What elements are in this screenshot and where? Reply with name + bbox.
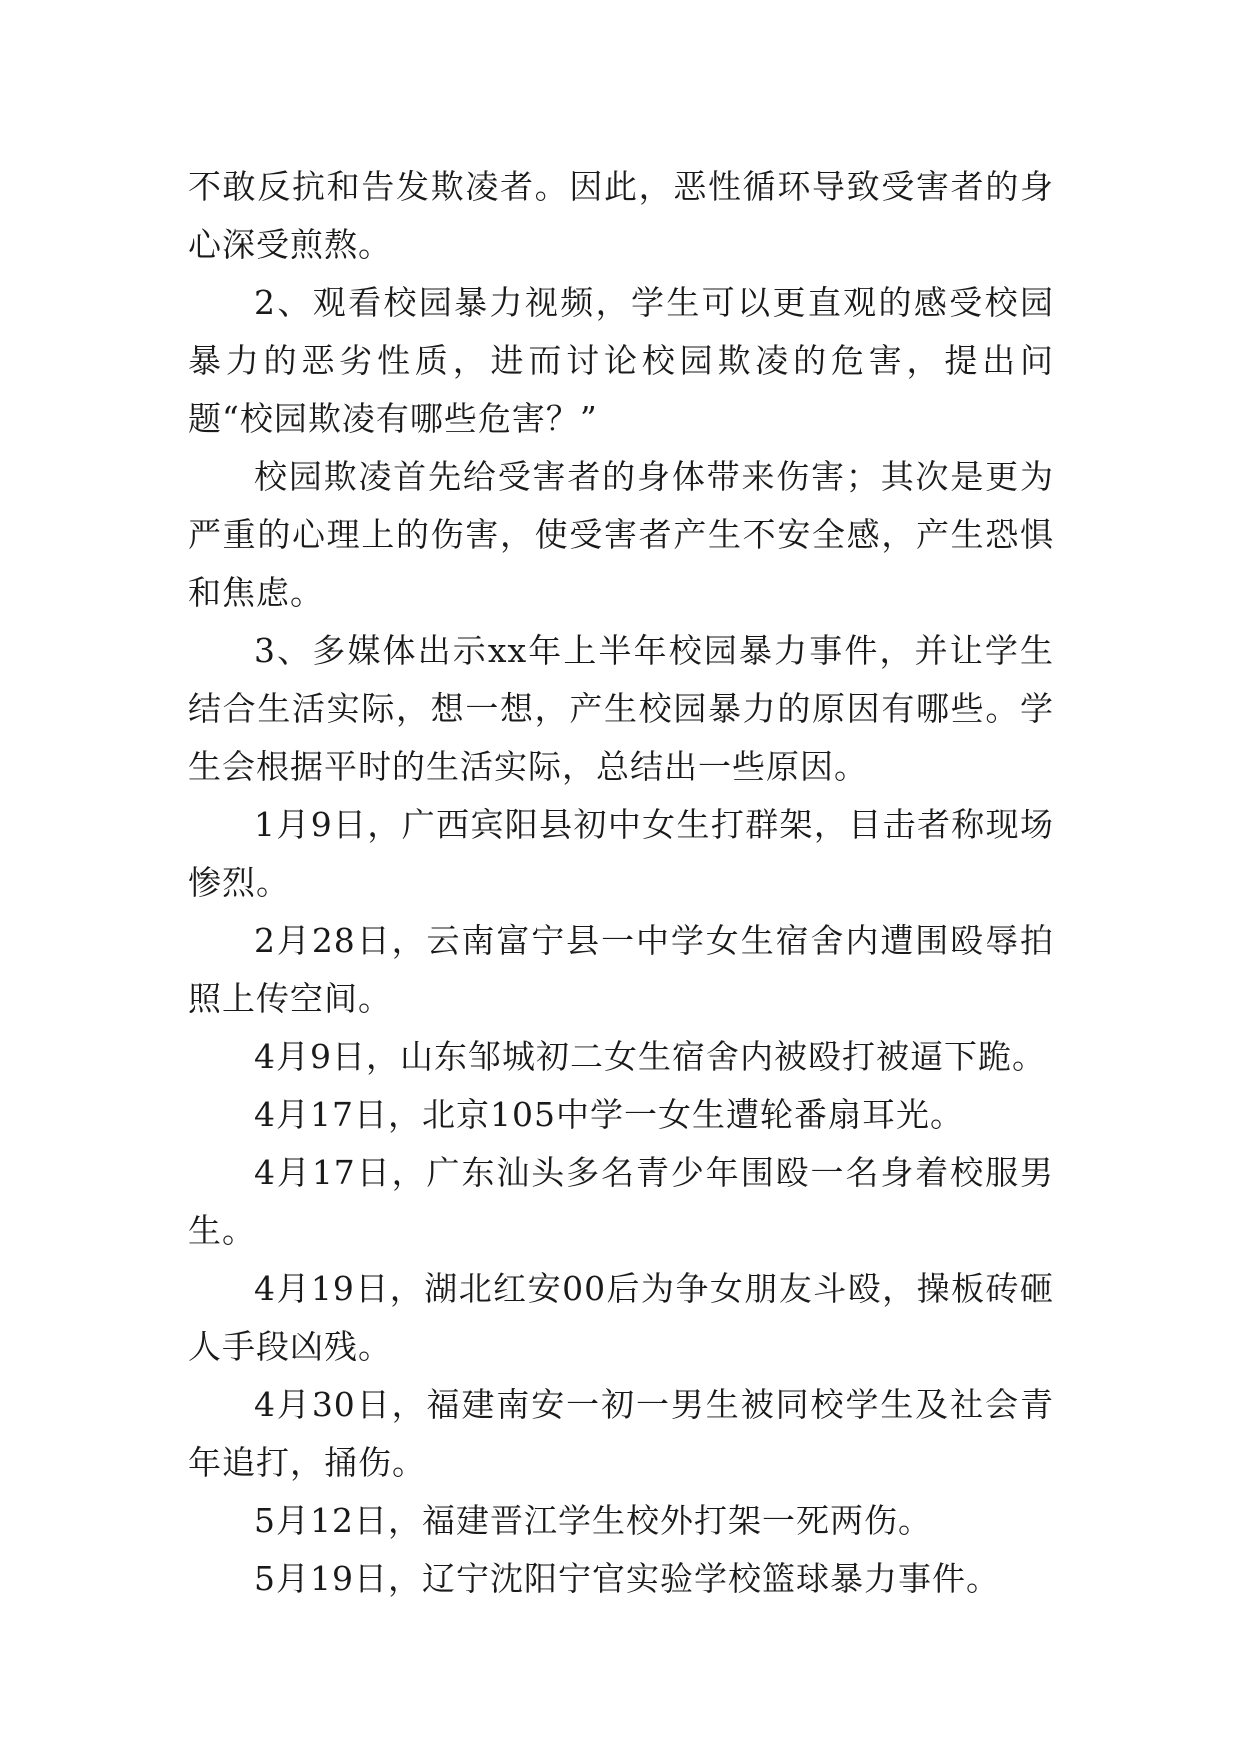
document-body: [188, 158, 1054, 1608]
paragraph-harm: 校园欺凌首先给受害者的身体带来伤害；其次是更为严重的心理上的伤害，使受害者产生不安全感，产生恐惧和焦虑。: [188, 457, 1054, 612]
event-apr-17-beijing: 4月17日，北京105中学一女生遭轮番扇耳光。: [254, 1095, 964, 1134]
event-jan-9: 1月9日，广西宾阳县初中女生打群架，目击者称现场惨烈。: [188, 805, 1054, 902]
event-apr-9: 4月9日，山东邹城初二女生宿舍内被殴打被逼下跪。: [254, 1037, 1046, 1076]
event-feb-28: 2月28日，云南富宁县一中学女生宿舍内遭围殴辱拍照上传空间。: [188, 921, 1054, 1018]
event-may-19: 5月19日，辽宁沈阳宁官实验学校篮球暴力事件。: [254, 1559, 1000, 1598]
paragraph-item-3: 3、多媒体出示xx年上半年校园暴力事件，并让学生结合生活实际，想一想，产生校园暴力的原因有哪些。学生会根据平时的生活实际，总结出一些原因。: [188, 631, 1054, 786]
paragraph-continuation: 不敢反抗和告发欺凌者。因此，恶性循环导致受害者的身心深受煎熬。: [188, 167, 1054, 264]
paragraph-item-2: 2、观看校园暴力视频，学生可以更直观的感受校园暴力的恶劣性质，进而讨论校园欺凌的危害，提出问题“校园欺凌有哪些危害？”: [188, 283, 1054, 438]
event-apr-17-shantou: 4月17日，广东汕头多名青少年围殴一名身着校服男生。: [188, 1153, 1054, 1250]
event-apr-19: 4月19日，湖北红安00后为争女朋友斗殴，操板砖砸人手段凶残。: [188, 1269, 1054, 1366]
event-apr-30: 4月30日，福建南安一初一男生被同校学生及社会青年追打，捅伤。: [188, 1385, 1054, 1482]
event-may-12: 5月12日，福建晋江学生校外打架一死两伤。: [254, 1501, 932, 1540]
